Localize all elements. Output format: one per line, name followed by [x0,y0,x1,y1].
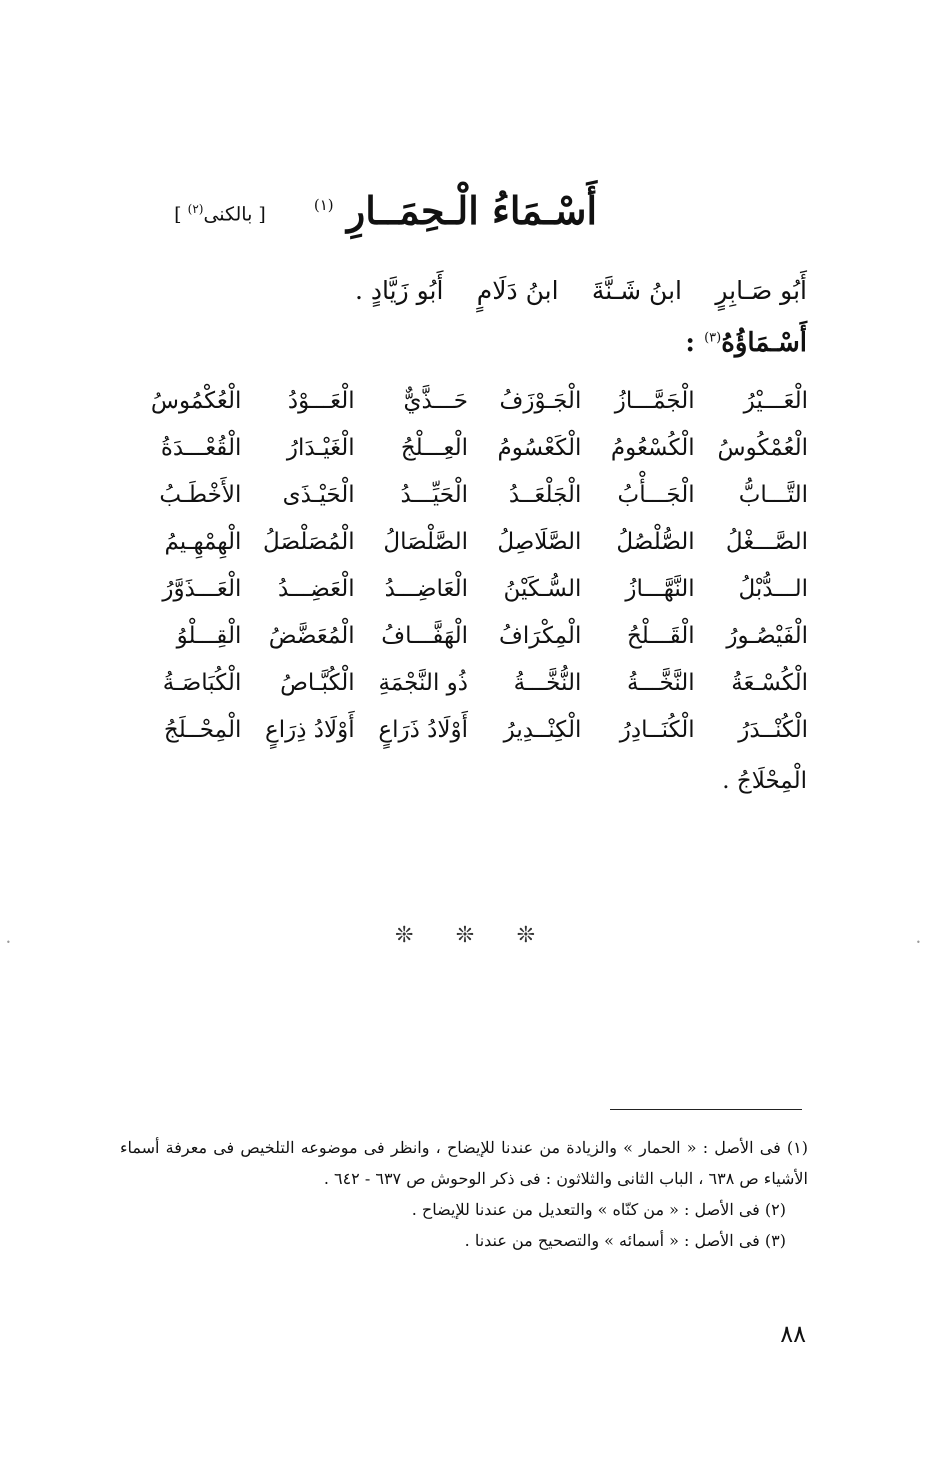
name-entry: الأَخْطَـبُ [159,482,242,508]
name-entry: الصَّـــغْلُ [725,529,808,555]
name-entry: أَوْلَادُ ذَرَاعٍ [378,717,468,743]
title-text: أَسْـمَاءُ الْـحِمَــارِ [346,188,597,233]
footnote-2: (٢) فى الأصل : « من كنّاه » والتعديل من عندنا للإيضاح . [411,1200,786,1219]
margin-dot: • [916,938,921,947]
names-grid [128,378,808,754]
name-entry: الْجَـوْزَفُ [499,388,582,414]
name-entry: الْقُعْـــدَةُ [160,435,242,461]
name-entry: الْعَضِـــدُ [277,576,355,602]
names-heading-colon: : [685,328,696,358]
name-entry: الْجَمَّـــازُ [614,388,695,414]
subtitle-bracket: ] [174,203,182,226]
name-entry: الْحَيْـذَى [282,482,355,508]
name-entry: الْعُكْمُوسُ [150,388,242,414]
name-entry: الصَّلْصَالُ [383,529,468,555]
name-entry: الْكُنَــادِرُ [619,717,695,743]
name-entry: السُّـكَيْنُ [503,576,582,602]
page-number: ٨٨ [780,1320,806,1348]
separator-star-icon: ❊ [395,922,414,948]
name-entry: الْحَيِّـــدُ [400,482,468,508]
name-entry: الْعَـــذَوَّرُ [162,576,242,602]
name-entry: الْكُسْـعَةُ [731,670,808,696]
name-entry: الْقَـــلْحُ [626,623,695,649]
footnote-1: (١) فى الأصل : « الحمار » والزيادة من عندنا للإيضاح ، وانظر فى موضوعه التلخيص فى معرفة أسماء الأشياء ص ٦٣٨ ، الباب الثانى والثلاثون : فى ذكر الوحوش ص ٦٣٧ - ٦٤٢ . [120,1138,808,1188]
name-entry: الْقِـــلْوُ [176,623,242,649]
name-entry: النُّخَّـــةُ [513,670,582,696]
name-entry: الْكُنْــدَرُ [738,717,808,743]
names-heading-label: أَسْـمَاؤُهُ [721,328,807,358]
kunya-line [355,270,807,310]
name-entry: الْكُبَاصَـةُ [162,670,242,696]
name-entry: الْجَلْعَــدُ [508,482,582,508]
name-entry: الـــدُّبْلُ [738,576,808,602]
separator-star-icon: ❊ [516,922,535,948]
subtitle-text: [ بالكنى [203,203,266,226]
name-entry: الْهِمْهِـيمُ [164,529,242,555]
name-entry: الصَّلَاصِلُ [497,529,582,555]
separator-star-icon: ❊ [455,922,475,948]
footnote-divider [610,1109,802,1110]
kunya-item: أَبُو زَيَّادٍ . [355,275,444,305]
name-entry: الْكُسْعُومُ [610,435,695,461]
footnote-ref-2: (٢) [187,202,204,216]
section-separator [395,918,535,952]
margin-dot: • [6,938,11,947]
names-last-word: الْمِحْلَاجُ . [722,768,807,794]
kunya-item: أَبُو صَـابِرٍ [715,275,807,305]
name-entry: الْعِـــلْجُ [400,435,468,461]
name-entry: الْكُبَّـاصُ [280,670,355,696]
name-entry: ذُو النَّجْمَةِ [378,670,468,696]
name-entry: الْفَيْصُـورُ [726,623,808,649]
name-entry: الْمِكْرَافُ [499,623,582,649]
name-entry: الْجَـــأْبُ [617,482,695,508]
kunya-item: ابنُ شَـنَّةَ [591,275,682,305]
footnotes [120,1132,808,1256]
name-entry: النَّهَّـــازُ [625,576,695,602]
kunya-item: ابنُ دَلَامٍ [476,275,559,305]
page-title [313,188,597,248]
footnote-3: (٣) فى الأصل : « أسمائه » والتصحيح من عندنا . [464,1231,786,1250]
name-entry: النَّخَّـــةُ [626,670,695,696]
name-entry: الْعُمْكُوسُ [717,435,808,461]
name-entry: الْمُصَلْصَلُ [263,529,355,555]
name-entry: الْغَيْـدَارُ [286,435,355,461]
name-entry: حَـــذَّيٌّ [403,388,468,414]
name-entry: أَوْلَادُ ذِرَاعٍ [265,717,355,743]
name-entry: الْعَـــيْرُ [743,388,808,414]
footnote-ref-1: (١) [313,196,334,215]
name-entry: الْعَـــوْدُ [287,388,355,414]
name-entry: الْمِحْــلَجُ [163,717,242,743]
name-entry: الْكَعْسُومُ [497,435,582,461]
names-heading [650,328,807,372]
footnote-ref-3: (٣) [704,330,722,346]
name-entry: التَّـــابُّ [738,482,808,508]
name-entry: الصُّلْصُلُ [616,529,695,555]
name-entry: الْعَاضِـــدُ [384,576,468,602]
name-entry: الْكِنْــدِيرُ [503,717,582,743]
name-entry: الْمُعَضَّضُ [268,623,355,649]
subtitle [150,202,290,238]
name-entry: الْهَفَّـــافُ [381,623,468,649]
